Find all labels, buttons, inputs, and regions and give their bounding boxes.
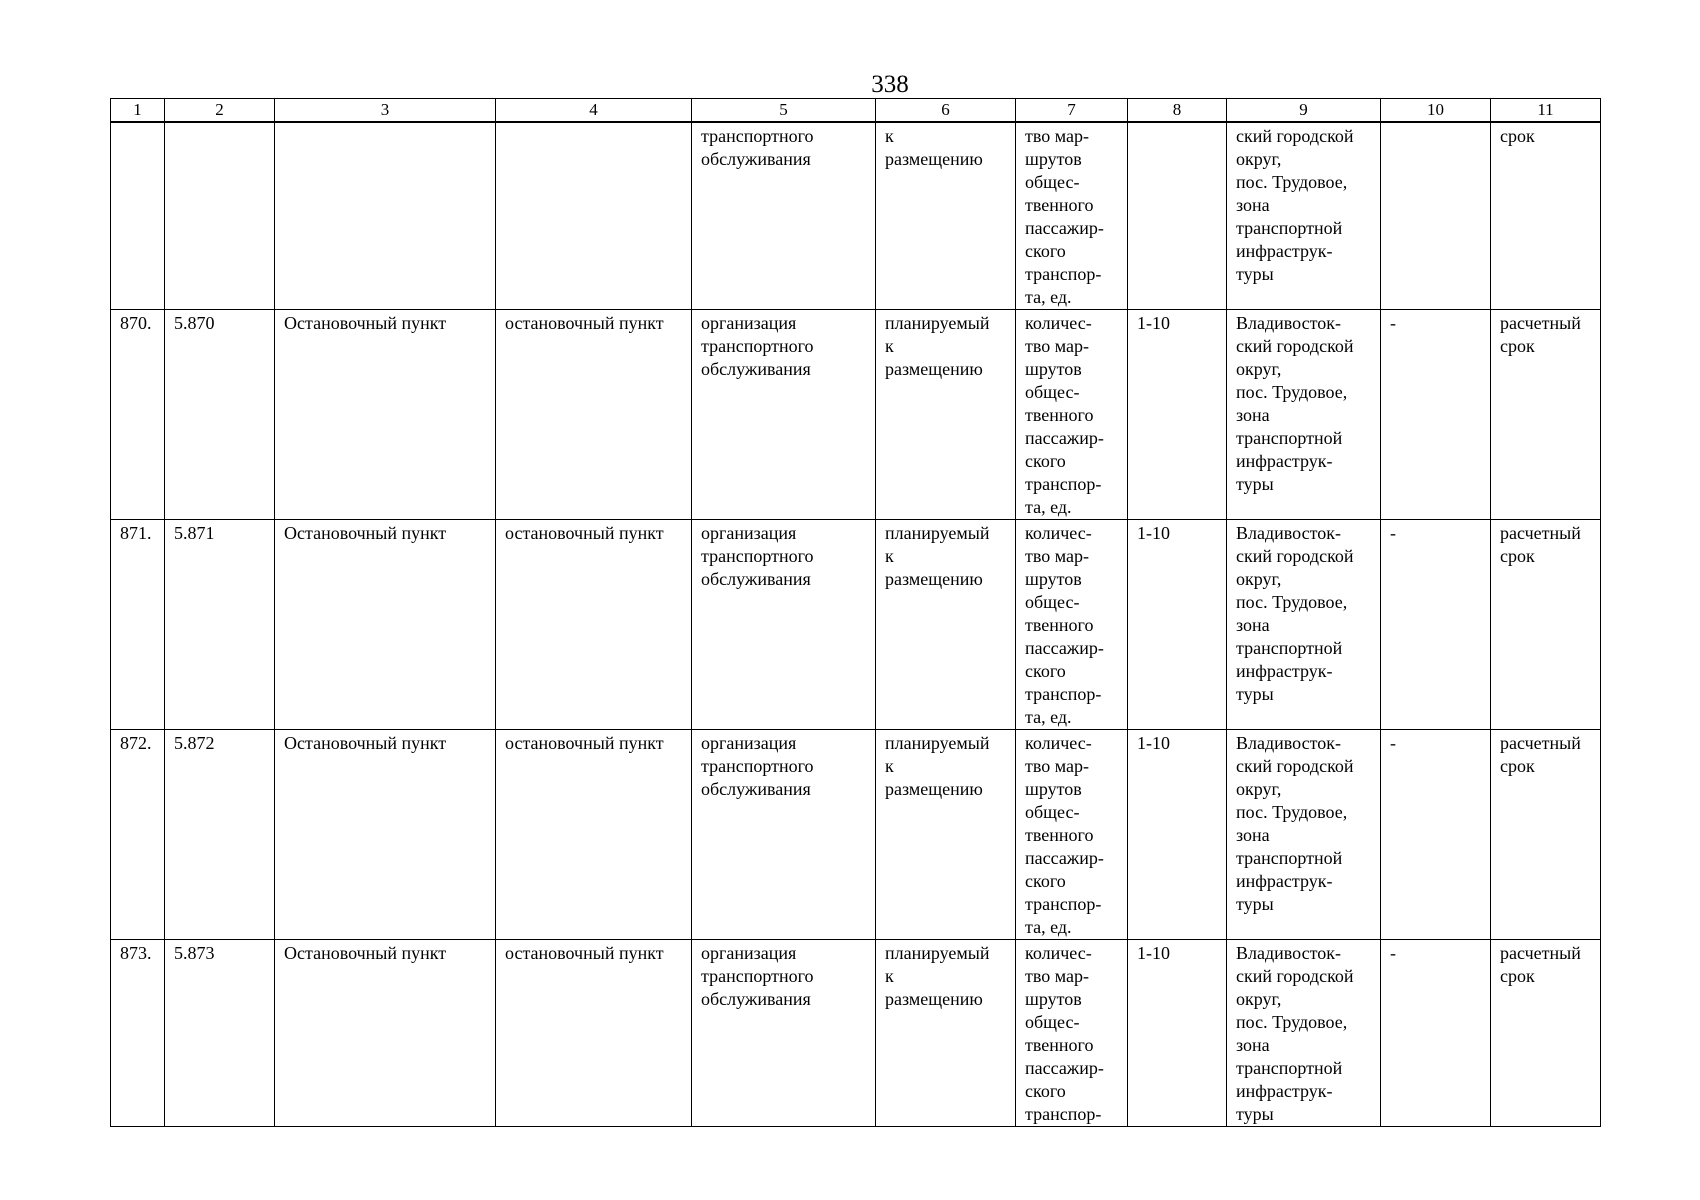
object-term: расчетный срок (1491, 310, 1601, 520)
object-type: остановочный пункт (496, 730, 692, 940)
object-location: Владивосток- ский городской округ, пос. Трудовое, зона транспортной инфраструк- туры (1227, 520, 1381, 730)
object-name: Остановочный пункт (275, 730, 496, 940)
object-code: 5.872 (165, 730, 275, 940)
object-status: планируемый к размещению (876, 730, 1016, 940)
table-row-continued (111, 122, 1601, 310)
row-number: 872. (111, 730, 165, 940)
object-purpose: организация транспортного обслуживания (692, 940, 876, 1127)
column-number: 6 (876, 99, 1016, 123)
row-number: 873. (111, 940, 165, 1127)
objects-table (110, 98, 1601, 1127)
table-row (111, 520, 1601, 730)
object-status: планируемый к размещению (876, 520, 1016, 730)
row-number: 871. (111, 520, 165, 730)
table-row (111, 730, 1601, 940)
object-name (275, 122, 496, 310)
column-number: 1 (111, 99, 165, 123)
object-zone (1381, 122, 1491, 310)
object-purpose: организация транспортного обслуживания (692, 520, 876, 730)
object-purpose: транспортного обслуживания (692, 122, 876, 310)
object-value (1128, 122, 1227, 310)
object-purpose: организация транспортного обслуживания (692, 730, 876, 940)
column-number: 3 (275, 99, 496, 123)
row-number: 870. (111, 310, 165, 520)
object-term: расчетный срок (1491, 730, 1601, 940)
object-type (496, 122, 692, 310)
object-code: 5.873 (165, 940, 275, 1127)
table-row (111, 940, 1601, 1127)
column-number: 2 (165, 99, 275, 123)
object-zone: - (1381, 730, 1491, 940)
column-number: 5 (692, 99, 876, 123)
column-number: 11 (1491, 99, 1601, 123)
object-type: остановочный пункт (496, 520, 692, 730)
column-number: 10 (1381, 99, 1491, 123)
object-location: ский городской округ, пос. Трудовое, зона транспортной инфраструк- туры (1227, 122, 1381, 310)
object-value: 1-10 (1128, 940, 1227, 1127)
object-indicator: количес- тво мар- шрутов общес- твенного пассажир- ского транспор- та, ед. (1016, 520, 1128, 730)
object-zone: - (1381, 310, 1491, 520)
table-row (111, 310, 1601, 520)
object-name: Остановочный пункт (275, 520, 496, 730)
object-code: 5.871 (165, 520, 275, 730)
object-indicator: количес- тво мар- шрутов общес- твенного пассажир- ского транспор- та, ед. (1016, 310, 1128, 520)
object-status: планируемый к размещению (876, 940, 1016, 1127)
object-code (165, 122, 275, 310)
object-indicator: количес- тво мар- шрутов общес- твенного пассажир- ского транспор- (1016, 940, 1128, 1127)
object-name: Остановочный пункт (275, 310, 496, 520)
object-location: Владивосток- ский городской округ, пос. Трудовое, зона транспортной инфраструк- туры (1227, 940, 1381, 1127)
object-term: расчетный срок (1491, 520, 1601, 730)
object-zone: - (1381, 940, 1491, 1127)
object-term: расчетный срок (1491, 940, 1601, 1127)
page-number: 338 (871, 71, 909, 98)
object-value: 1-10 (1128, 310, 1227, 520)
object-indicator: количес- тво мар- шрутов общес- твенного пассажир- ского транспор- та, ед. (1016, 730, 1128, 940)
column-number: 8 (1128, 99, 1227, 123)
column-number: 4 (496, 99, 692, 123)
object-status: планируемый к размещению (876, 310, 1016, 520)
object-name: Остановочный пункт (275, 940, 496, 1127)
object-type: остановочный пункт (496, 310, 692, 520)
column-numbers-header (111, 99, 1601, 123)
column-number: 7 (1016, 99, 1128, 123)
column-number: 9 (1227, 99, 1381, 123)
object-indicator: тво мар- шрутов общес- твенного пассажир- ского транспор- та, ед. (1016, 122, 1128, 310)
object-status: к размещению (876, 122, 1016, 310)
object-value: 1-10 (1128, 520, 1227, 730)
row-number (111, 122, 165, 310)
object-location: Владивосток- ский городской округ, пос. Трудовое, зона транспортной инфраструк- туры (1227, 310, 1381, 520)
object-zone: - (1381, 520, 1491, 730)
object-value: 1-10 (1128, 730, 1227, 940)
object-term: срок (1491, 122, 1601, 310)
object-type: остановочный пункт (496, 940, 692, 1127)
object-code: 5.870 (165, 310, 275, 520)
object-location: Владивосток- ский городской округ, пос. Трудовое, зона транспортной инфраструк- туры (1227, 730, 1381, 940)
object-purpose: организация транспортного обслуживания (692, 310, 876, 520)
